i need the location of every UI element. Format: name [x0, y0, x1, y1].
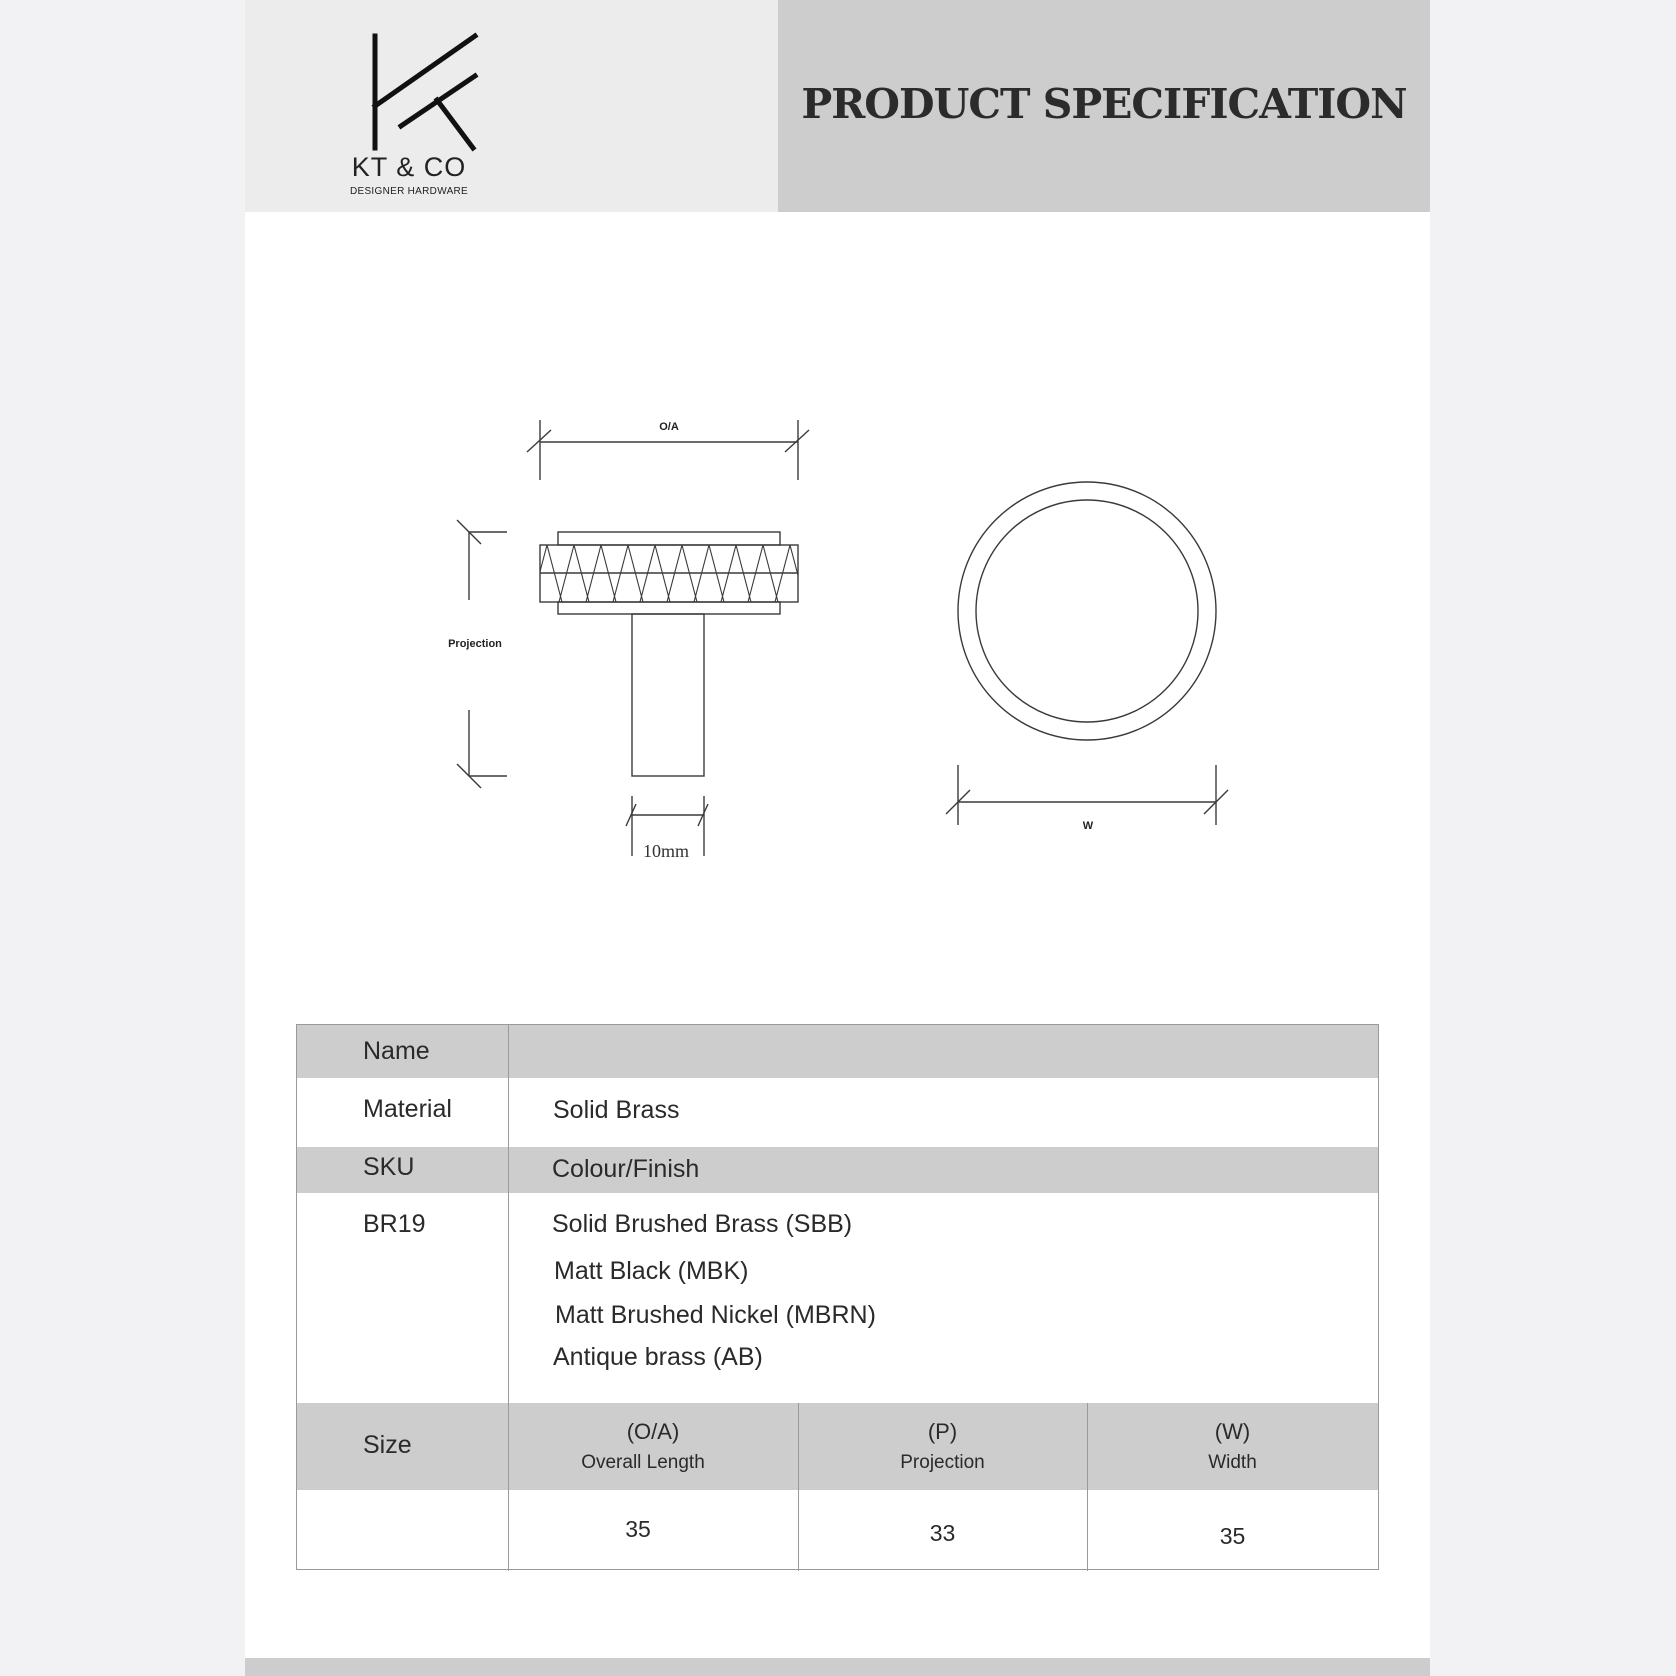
projection-dimension [457, 520, 507, 788]
knob-top-view [958, 482, 1216, 740]
sku-value: BR19 [363, 1210, 426, 1238]
width-label: W [1082, 820, 1094, 832]
finish-item: Antique brass (AB) [553, 1343, 763, 1371]
name-row-band [297, 1025, 1378, 1078]
sku-row-band [297, 1147, 1378, 1193]
size-label: Size [363, 1431, 412, 1459]
stem-label: 10mm [642, 841, 690, 861]
name-label: Name [363, 1037, 430, 1065]
size-col-desc: Overall Length [581, 1452, 705, 1473]
material-label: Material [363, 1095, 452, 1123]
size-col-code: (O/A) [626, 1419, 680, 1444]
knob-side-view [505, 532, 817, 776]
page-title: PRODUCT SPECIFICATION [801, 80, 1407, 128]
material-value: Solid Brass [553, 1096, 680, 1124]
footer-bar [245, 1658, 1430, 1676]
size-col-desc: Projection [900, 1452, 985, 1473]
spec-table [296, 1024, 1379, 1570]
spec-sheet [245, 0, 1430, 1676]
technical-drawing [245, 0, 1430, 1000]
size-col-desc: Width [1208, 1452, 1257, 1473]
finish-item: Matt Black (MBK) [554, 1257, 749, 1285]
size-col-code: (W) [1214, 1419, 1251, 1444]
finish-item: Solid Brushed Brass (SBB) [552, 1210, 853, 1238]
table-divider [508, 1025, 509, 1571]
size-col-code: (P) [927, 1419, 958, 1444]
size-row-band [297, 1403, 1378, 1490]
sku-label: SKU [363, 1153, 415, 1181]
oa-label: O/A [659, 421, 679, 433]
finish-item: Matt Brushed Nickel (MBRN) [555, 1301, 876, 1329]
brand-tagline: DESIGNER HARDWARE [349, 186, 469, 197]
size-value-oa: 35 [625, 1516, 651, 1542]
brand-name: KT & CO [351, 152, 467, 182]
finish-label: Colour/Finish [552, 1155, 700, 1183]
width-dimension [946, 765, 1228, 825]
size-value-w: 35 [1219, 1523, 1246, 1549]
projection-label: Projection [448, 638, 502, 650]
size-value-p: 33 [929, 1520, 956, 1546]
